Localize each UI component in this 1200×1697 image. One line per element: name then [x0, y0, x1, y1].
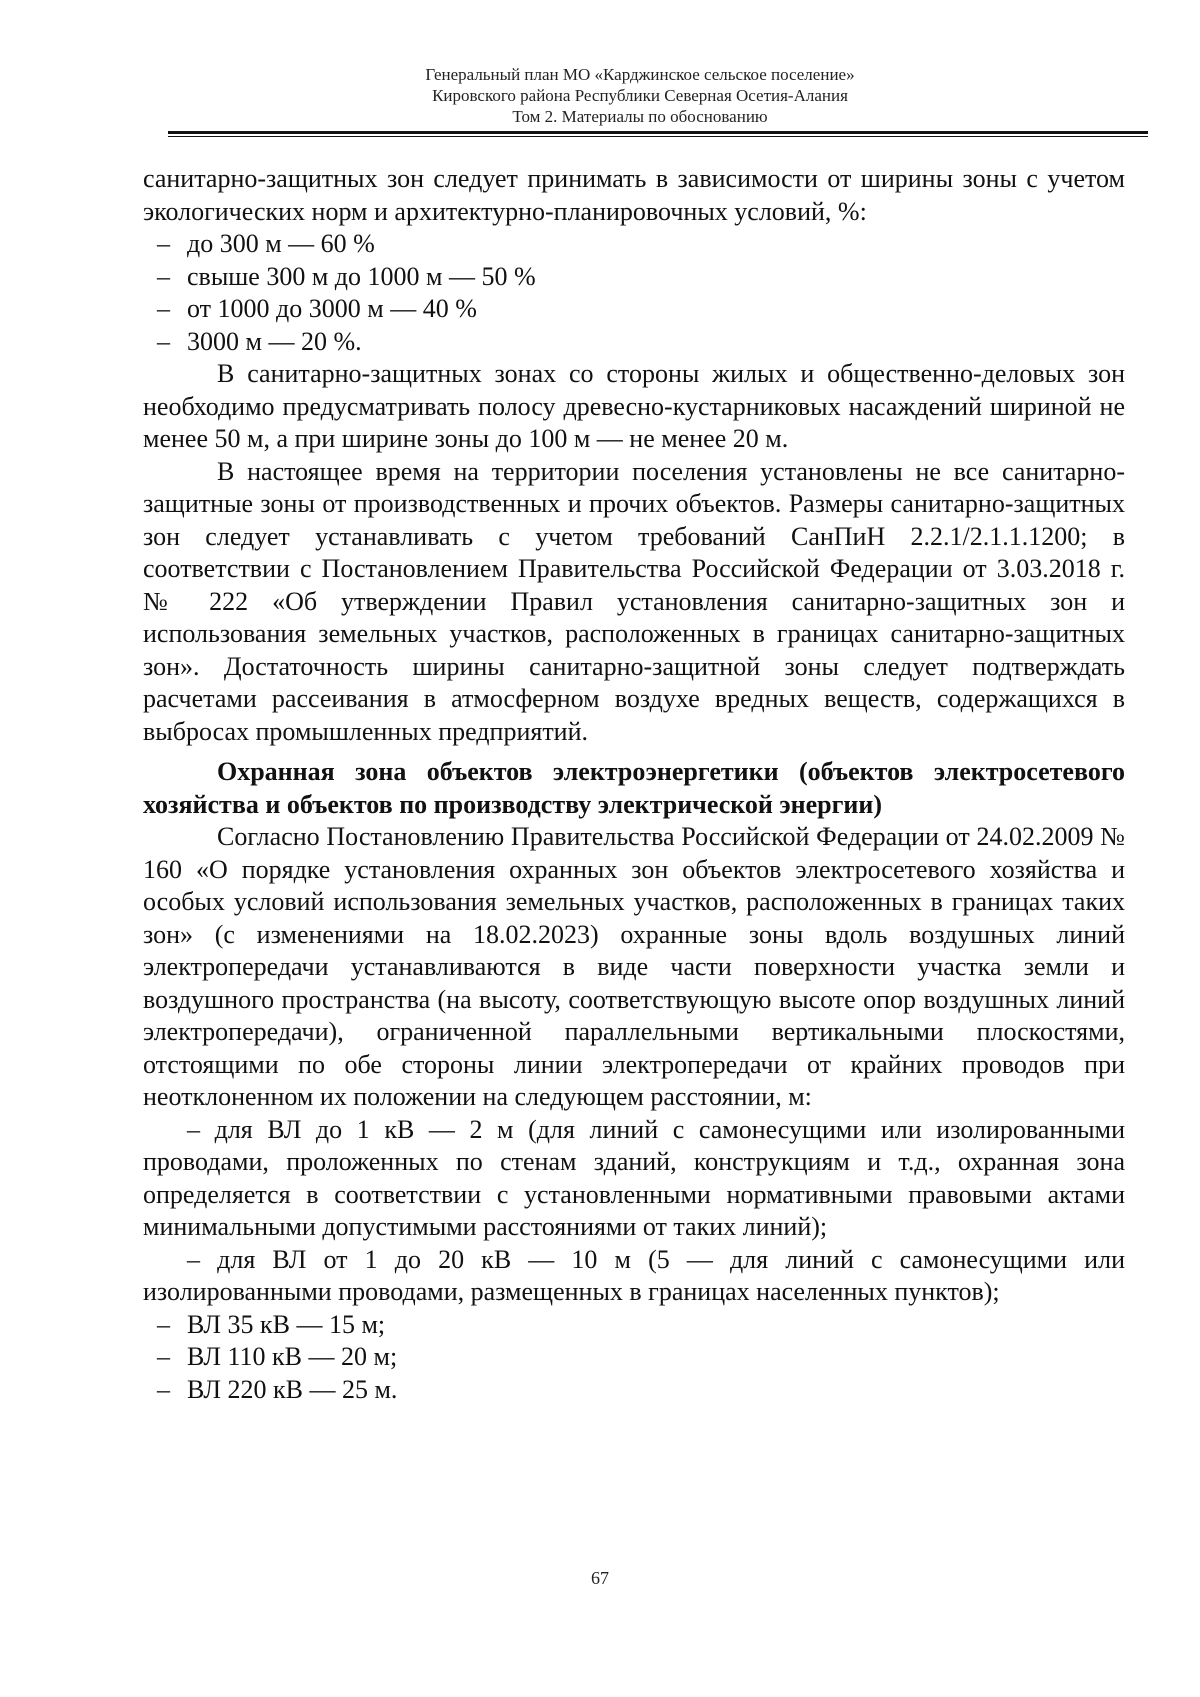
voltage-distance-list: [143, 1309, 1125, 1407]
list-item: – от 1000 до 3000 м — 40 %: [143, 293, 1125, 326]
document-header: [140, 64, 1140, 127]
page-number: 67: [591, 1568, 609, 1588]
list-item: – 3000 м — 20 %.: [143, 326, 1125, 359]
width-percent-list: [143, 228, 1125, 358]
paragraph-item-1kv: – для ВЛ до 1 кВ — 2 м (для линий с самонесущими или изолированными проводами, проложенных по стенам зданий, конструкциям и т.д., охранная зона определяется в соответствии с установленными нормативными правовыми актами минимальными допустимыми расстояниями от таких линий);: [143, 1114, 1125, 1241]
paragraph-sanitary-zones: В настоящее время на территории поселения установлены не все санитарно-защитные зоны от производственных и прочих объектов. Размеры санитарно-защитных зон следует устанавливать с учетом требований СанПиН 2.2.1/2.1.1.1200; в соответствии с Постановлением Правительства Российской Федерации от 3.03.2018 г. № 222 «Об утверждении Правил установления санитарно-защитных зон и использования земельных участков, расположенных в границах санитарно-защитных зон». Достаточность ширины санитарно-защитной зоны следует подтверждать расчетами рассеивания в атмосферном воздухе вредных веществ, содержащихся в выбросах промышленных предприятий.: [143, 456, 1125, 746]
list-item: – ВЛ 35 кВ — 15 м;: [143, 1309, 1125, 1342]
paragraph-item-20kv: – для ВЛ от 1 до 20 кВ — 10 м (5 — для линий с самонесущими или изолированными проводами, размещенных в границах населенных пунктов);: [143, 1244, 1125, 1306]
intro-paragraph: санитарно-защитных зон следует принимать в зависимости от ширины зоны с учетом экологических норм и архитектурно-планировочных условий, %:: [143, 164, 1125, 226]
page-content: [143, 163, 1125, 1406]
paragraph-regulation: Согласно Постановлению Правительства Российской Федерации от 24.02.2009 № 160 «О порядке установления охранных зон объектов электросетевого хозяйства и особых условий использования земельных участков, расположенных в границах таких зон» (с изменениями на 18.02.2023) охранные зоны вдоль воздушных линий электропередачи устанавливаются в виде части поверхности участка земли и воздушного пространства (на высоту, соответствующую высоте опор воздушных линий электропередачи), ограниченной параллельными вертикальными плоскостями, отстоящими по обе стороны линии электропередачи от крайних проводов при неотклоненном их положении на следующем расстоянии, м:: [143, 822, 1125, 1111]
section-heading: Охранная зона объектов электроэнергетики (объектов электросетевого хозяйства и объектов по производству электрической энергии): [143, 757, 1125, 819]
header-line-3: Том 2. Материалы по обоснованию: [512, 107, 768, 126]
list-item: – ВЛ 110 кВ — 20 м;: [143, 1341, 1125, 1374]
header-rule-thick: [168, 131, 1148, 134]
list-item: – ВЛ 220 кВ — 25 м.: [143, 1374, 1125, 1407]
header-line-1: Генеральный план МО «Карджинское сельское поселение»: [425, 65, 855, 84]
header-rule-thin: [168, 136, 1148, 137]
list-item: – свыше 300 м до 1000 м — 50 %: [143, 261, 1125, 294]
header-line-2: Кировского района Республики Северная Осетия-Алания: [432, 86, 848, 105]
list-item: – до 300 м — 60 %: [143, 228, 1125, 261]
paragraph-planting-strip: В санитарно-защитных зонах со стороны жилых и общественно-деловых зон необходимо предусматривать полосу древесно-кустарниковых насаждений шириной не менее 50 м, а при ширине зоны до 100 м — не менее 20 м.: [143, 359, 1125, 453]
